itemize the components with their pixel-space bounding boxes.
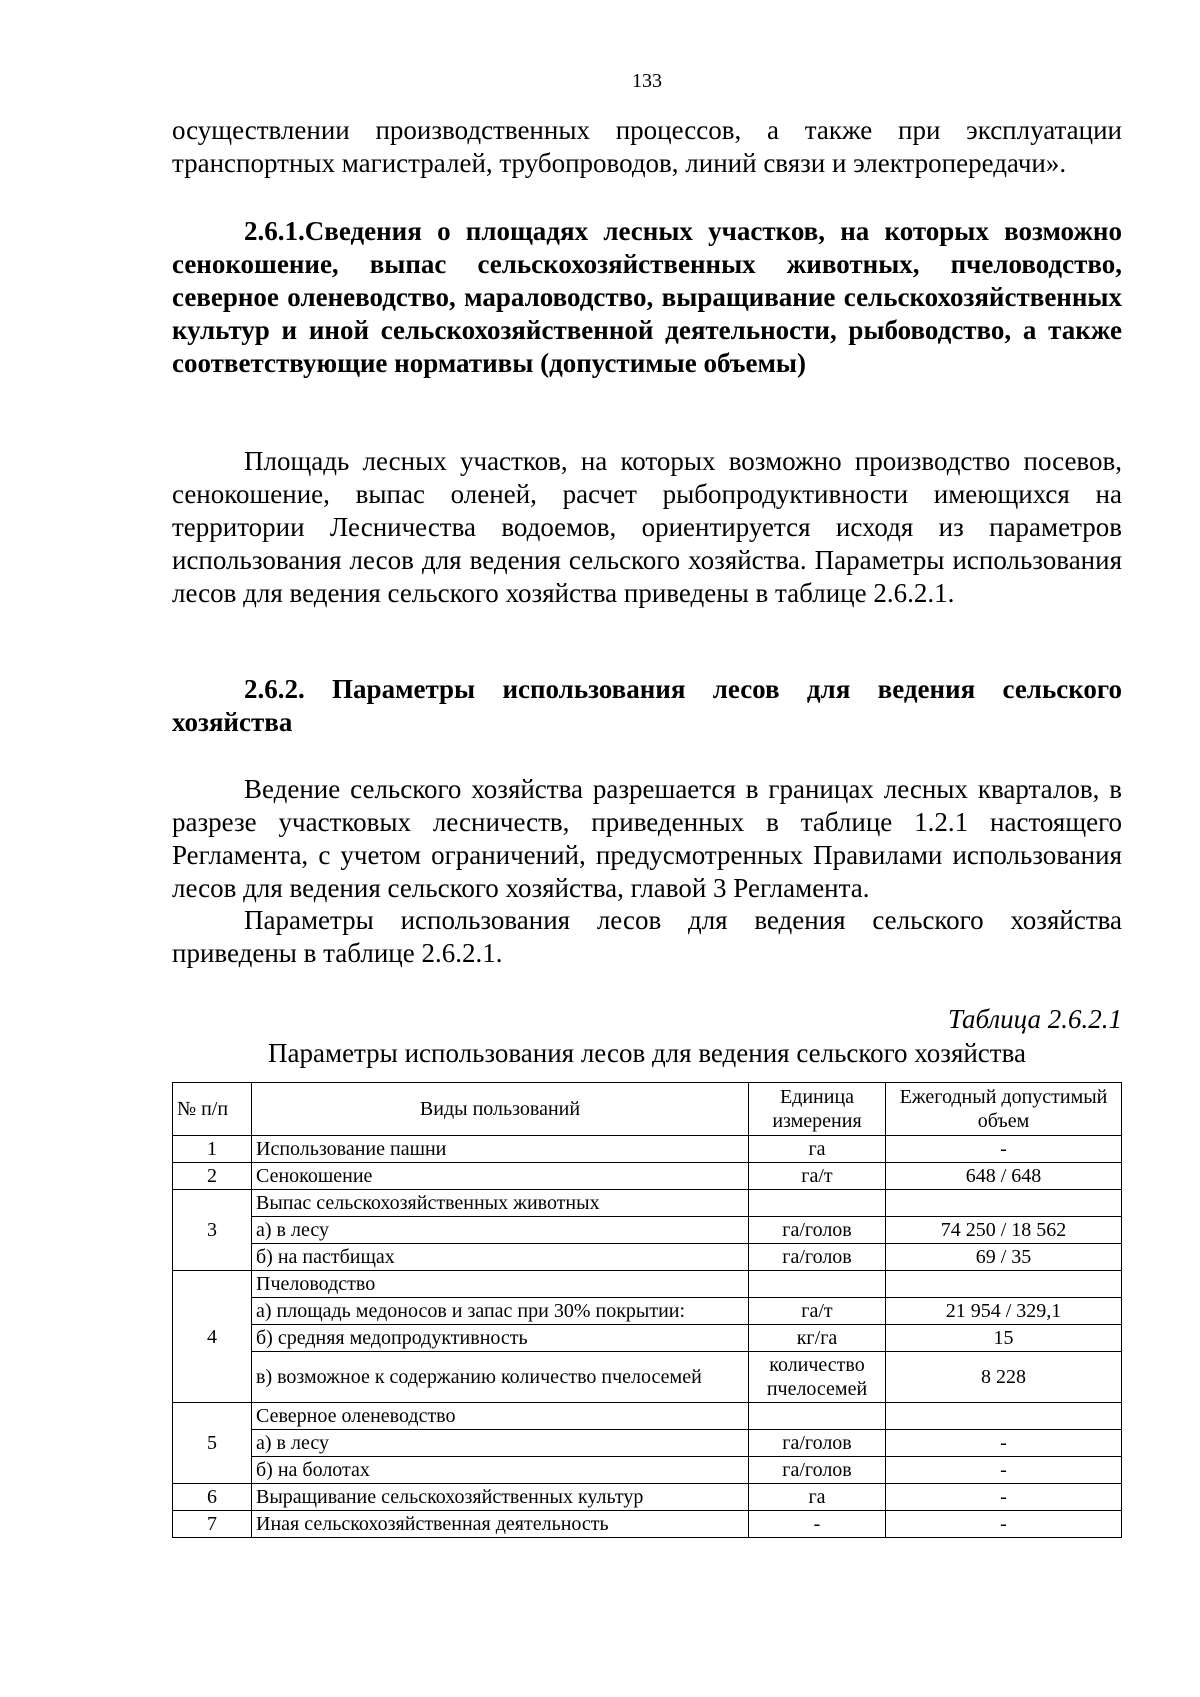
row-number: 1	[173, 1136, 252, 1163]
row-volume: 69 / 35	[886, 1244, 1122, 1271]
row-kind: Иная сельскохозяйственная деятельность	[252, 1511, 749, 1538]
row-volume: -	[886, 1430, 1122, 1457]
row-volume: -	[886, 1511, 1122, 1538]
table-title: Параметры использования лесов для ведения сельского хозяйства	[268, 1038, 1026, 1068]
table-row	[173, 1163, 1122, 1190]
row-number: 5	[173, 1403, 252, 1484]
table-row	[173, 1511, 1122, 1538]
row-unit: га	[749, 1484, 886, 1511]
row-kind: б) на болотах	[252, 1457, 749, 1484]
row-unit: га/голов	[749, 1457, 886, 1484]
header-volume: Ежегодный допустимый объем	[886, 1083, 1122, 1136]
row-kind: б) средняя медопродуктивность	[252, 1325, 749, 1352]
row-number: 4	[173, 1271, 252, 1403]
paragraph-parameters-reference: Параметры использования лесов для ведения сельского хозяйства приведены в таблице 2.6.2.1.	[172, 905, 1122, 968]
table-row	[173, 1403, 1122, 1430]
row-volume: -	[886, 1136, 1122, 1163]
table-row	[173, 1298, 1122, 1325]
row-unit	[749, 1190, 886, 1217]
table-row	[173, 1190, 1122, 1217]
row-unit: га/голов	[749, 1217, 886, 1244]
row-unit	[749, 1271, 886, 1298]
row-kind: Северное оленеводство	[252, 1403, 749, 1430]
table-row	[173, 1136, 1122, 1163]
page-number: 133	[632, 70, 662, 92]
header-number: № п/п	[173, 1083, 252, 1136]
table-row	[173, 1457, 1122, 1484]
row-volume: -	[886, 1484, 1122, 1511]
row-unit: га/голов	[749, 1430, 886, 1457]
row-volume: 648 / 648	[886, 1163, 1122, 1190]
header-kind: Виды пользований	[252, 1083, 749, 1136]
row-volume	[886, 1403, 1122, 1430]
table-row	[173, 1352, 1122, 1403]
paragraph-continuation: осуществлении производственных процессов, а также при эксплуатации транспортных магистралей, трубопроводов, линий связи и электропередачи».	[172, 115, 1122, 178]
row-number: 6	[173, 1484, 252, 1511]
section-heading-2-6-1: 2.6.1.Сведения о площадях лесных участков, на которых возможно сенокошение, выпас сельскохозяйственных животных, пчеловодство, северное оленеводство, мараловодство, выращивание сельскохозяйственных культур и иной сельскохозяйственной деятельности, рыбоводство, а также соответствующие нормативы (допустимые объемы)	[172, 216, 1122, 378]
row-kind: Использование пашни	[252, 1136, 749, 1163]
row-number: 7	[173, 1511, 252, 1538]
row-kind: б) на пастбищах	[252, 1244, 749, 1271]
row-kind: а) в лесу	[252, 1217, 749, 1244]
section-heading-2-6-2: 2.6.2. Параметры использования лесов для ведения сельского хозяйства	[172, 674, 1122, 737]
row-kind: в) возможное к содержанию количество пчелосемей	[252, 1352, 749, 1403]
row-volume: 8 228	[886, 1352, 1122, 1403]
table-row	[173, 1271, 1122, 1298]
row-unit: га/т	[749, 1298, 886, 1325]
row-unit	[749, 1403, 886, 1430]
row-kind: Сенокошение	[252, 1163, 749, 1190]
row-unit: га/т	[749, 1163, 886, 1190]
row-kind: а) в лесу	[252, 1430, 749, 1457]
table-row	[173, 1325, 1122, 1352]
row-kind: Выпас сельскохозяйственных животных	[252, 1190, 749, 1217]
row-unit: -	[749, 1511, 886, 1538]
row-volume: -	[886, 1457, 1122, 1484]
row-volume	[886, 1190, 1122, 1217]
header-unit: Единица измерения	[749, 1083, 886, 1136]
row-volume	[886, 1271, 1122, 1298]
table-row	[173, 1484, 1122, 1511]
table-row	[173, 1244, 1122, 1271]
row-kind: а) площадь медоносов и запас при 30% покрытии:	[252, 1298, 749, 1325]
paragraph-agriculture-conduct: Ведение сельского хозяйства разрешается в границах лесных кварталов, в разрезе участковых лесничеств, приведенных в таблице 1.2.1 настоящего Регламента, с учетом ограничений, предусмотренных Правилами использования лесов для ведения сельского хозяйства, главой 3 Регламента.	[172, 774, 1122, 903]
row-kind: Пчеловодство	[252, 1271, 749, 1298]
table-header-row	[173, 1083, 1122, 1136]
row-volume: 21 954 / 329,1	[886, 1298, 1122, 1325]
row-volume: 74 250 / 18 562	[886, 1217, 1122, 1244]
row-unit: кг/га	[749, 1325, 886, 1352]
parameters-table	[172, 1082, 1122, 1538]
table-row	[173, 1430, 1122, 1457]
row-unit: га/голов	[749, 1244, 886, 1271]
row-number: 2	[173, 1163, 252, 1190]
paragraph-forest-area: Площадь лесных участков, на которых возможно производство посевов, сенокошение, выпас оленей, расчет рыбопродуктивности имеющихся на территории Лесничества водоемов, ориентируется исходя из параметров использования лесов для ведения сельского хозяйства. Параметры использования лесов для ведения сельского хозяйства приведены в таблице 2.6.2.1.	[172, 446, 1122, 608]
row-number: 3	[173, 1190, 252, 1271]
table-number: Таблица 2.6.2.1	[947, 1004, 1122, 1034]
row-unit: количество пчелосемей	[749, 1352, 886, 1403]
row-volume: 15	[886, 1325, 1122, 1352]
row-unit: га	[749, 1136, 886, 1163]
row-kind: Выращивание сельскохозяйственных культур	[252, 1484, 749, 1511]
table-row	[173, 1217, 1122, 1244]
